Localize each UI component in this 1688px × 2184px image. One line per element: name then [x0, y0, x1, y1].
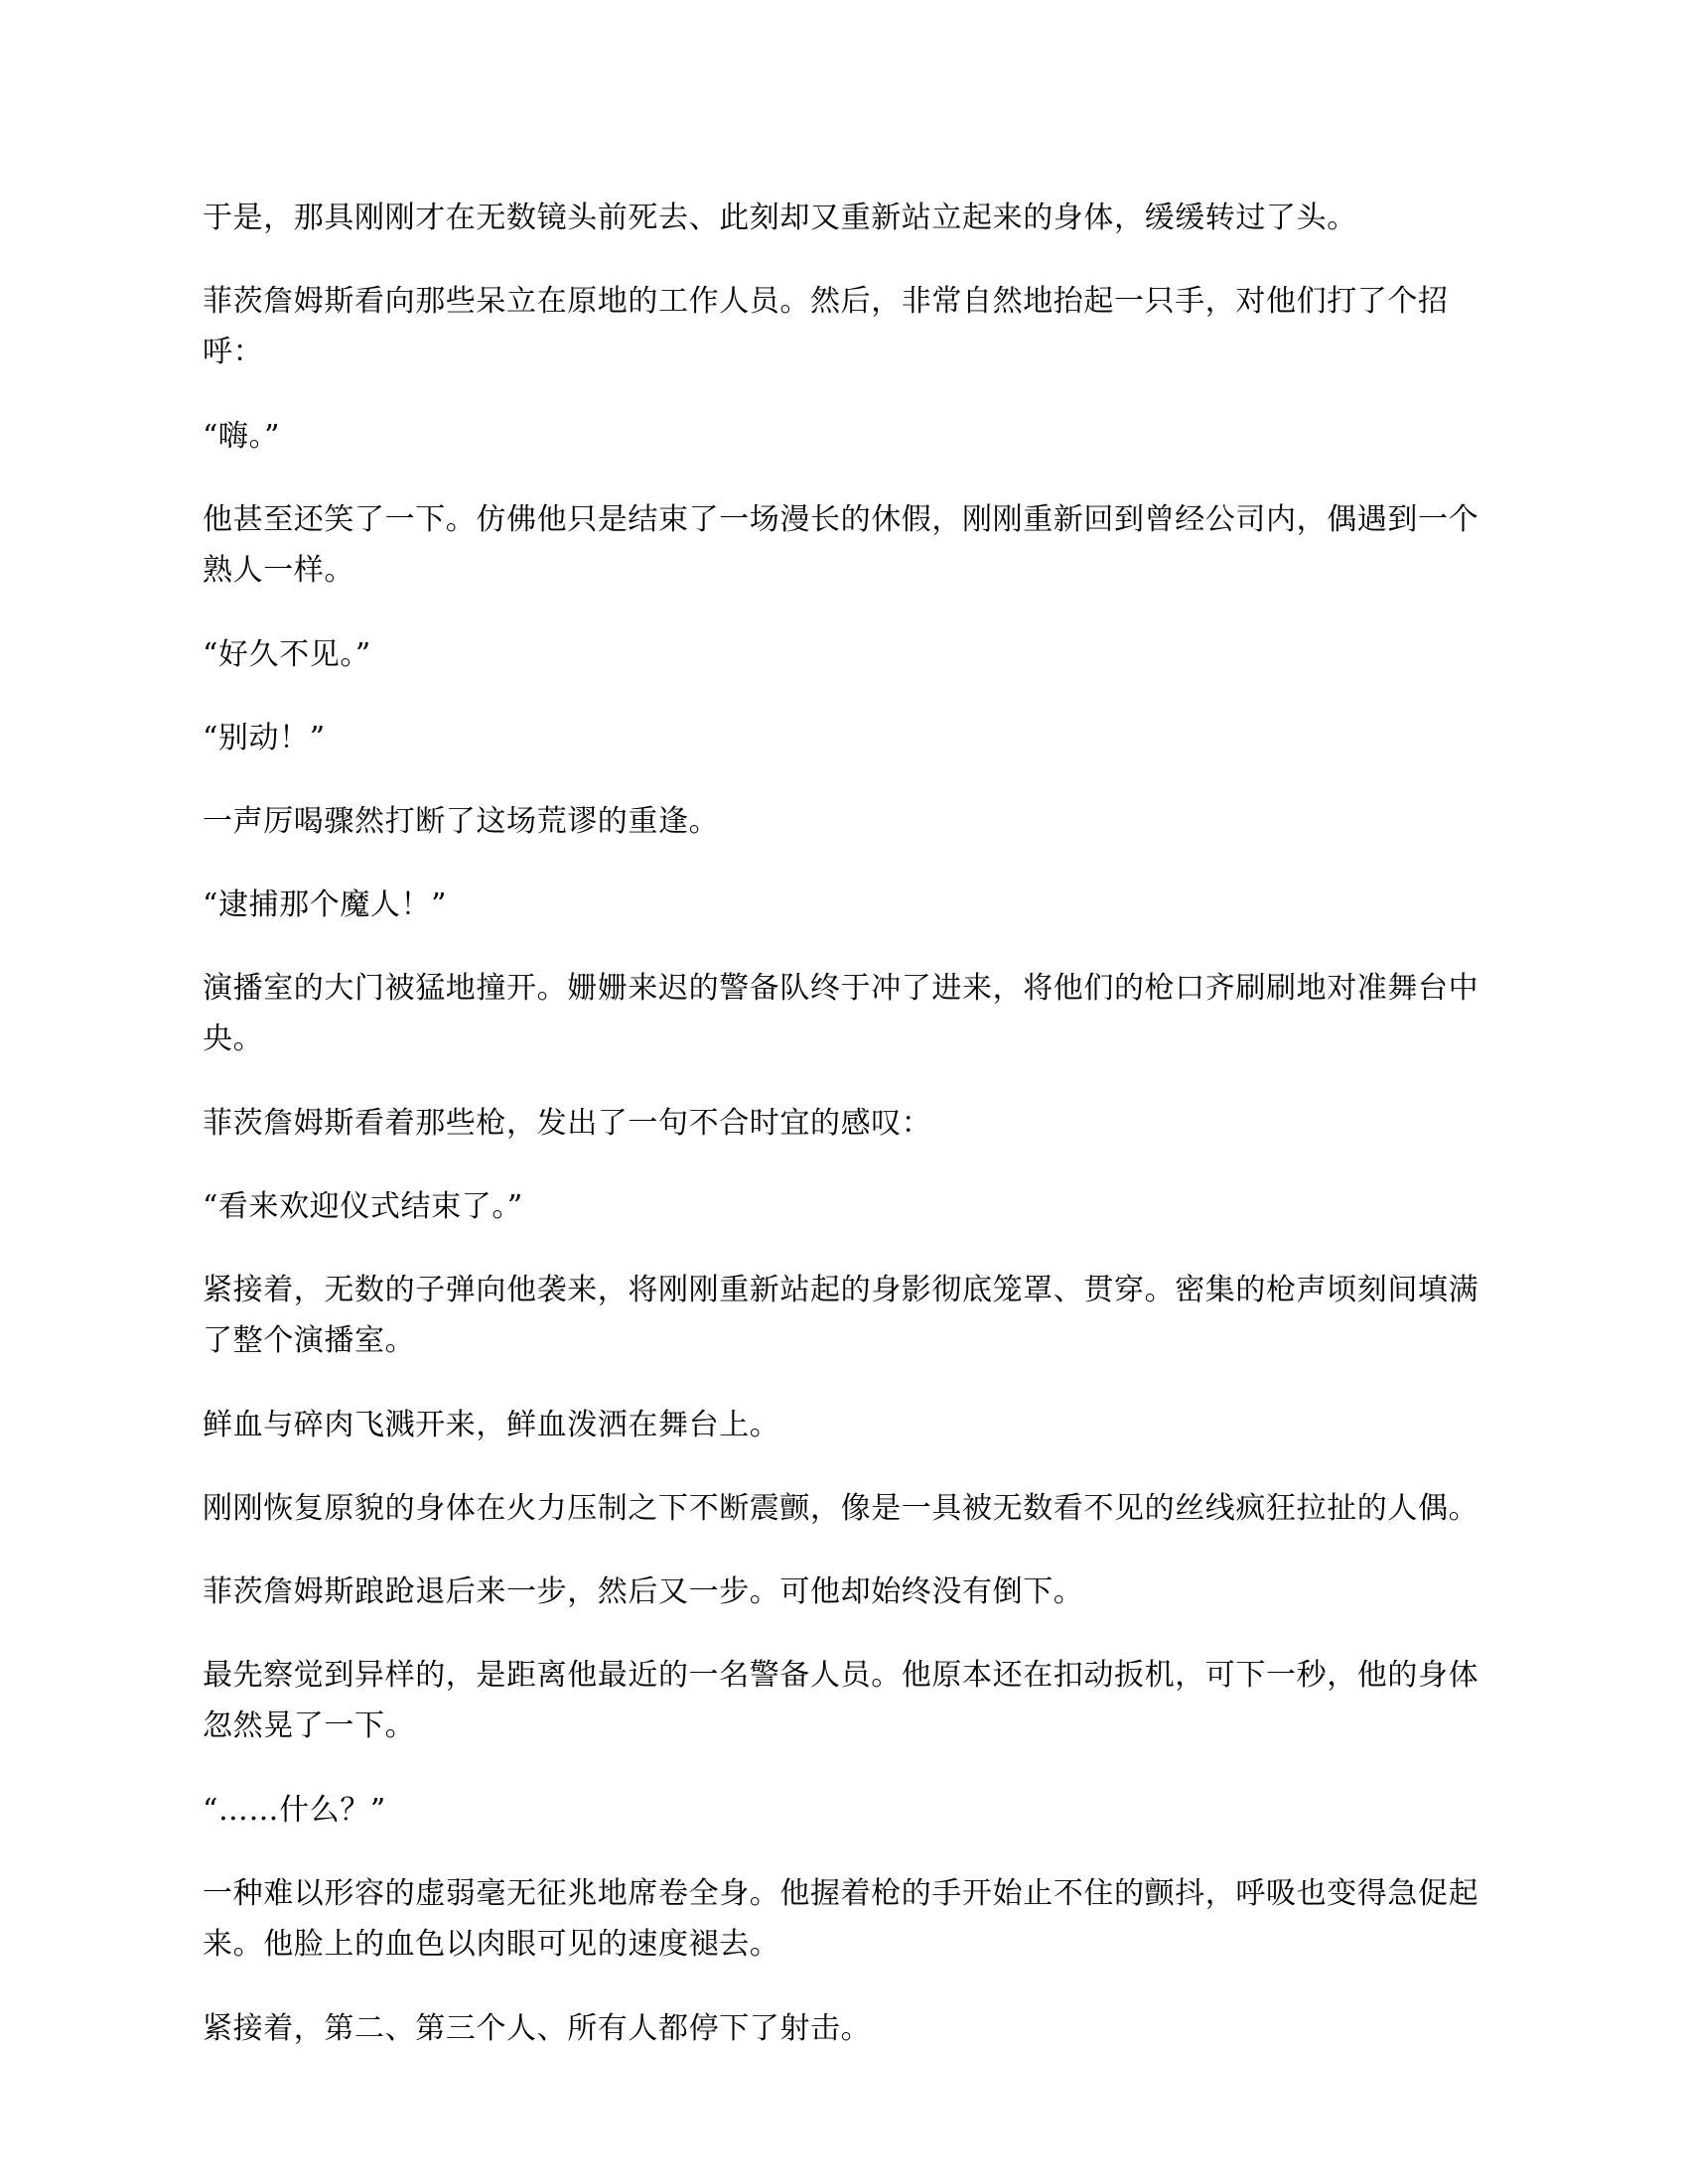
paragraph-6: “别动！” — [203, 721, 326, 755]
paragraph-10: 菲茨詹姆斯看着那些枪，发出了一句不合时宜的感叹： — [203, 1106, 932, 1141]
paragraph-8: “逮捕那个魔人！” — [203, 887, 448, 922]
paragraph-13: 鲜血与碎肉飞溅开来，鲜血泼洒在舞台上。 — [203, 1408, 780, 1442]
paragraph-15: 菲茨詹姆斯踉跄退后来一步，然后又一步。可他却始终没有倒下。 — [203, 1574, 1084, 1609]
paragraph-1: 于是，那具刚刚才在无数镜头前死去、此刻却又重新站立起来的身体，缓缓转过了头。 — [203, 201, 1357, 235]
paragraph-5: “好久不见。” — [203, 637, 371, 672]
paragraph-14: 刚刚恢复原貌的身体在火力压制之下不断震颤，像是一具被无数看不见的丝线疯狂拉扯的人偶。 — [203, 1491, 1479, 1526]
paragraph-12: 紧接着，无数的子弹向他袭来，将刚刚重新站起的身影彻底笼罩、贯穿。密集的枪声顷刻间填满了整个演播室。 — [203, 1273, 1479, 1358]
paragraph-2: 菲茨詹姆斯看向那些呆立在原地的工作人员。然后，非常自然地抬起一只手，对他们打了个招呼： — [203, 284, 1449, 369]
paragraph-4: 他甚至还笑了一下。仿佛他只是结束了一场漫长的休假，刚刚重新回到曾经公司内，偶遇到一个熟人一样。 — [203, 502, 1479, 588]
paragraph-7: 一声厉喝骤然打断了这场荒谬的重逢。 — [203, 804, 720, 839]
paragraph-17: “……什么？” — [203, 1793, 386, 1828]
paragraph-11: “看来欢迎仪式结束了。” — [203, 1189, 523, 1224]
paragraph-18: 一种难以形容的虚弱毫无征兆地席卷全身。他握着枪的手开始止不住的颤抖，呼吸也变得急促起来。他脸上的血色以肉眼可见的速度褪去。 — [203, 1876, 1479, 1962]
paragraph-3: “嗨。” — [203, 419, 281, 454]
paragraph-9: 演播室的大门被猛地撞开。姗姗来迟的警备队终于冲了进来，将他们的枪口齐刷刷地对准舞台中央。 — [203, 971, 1479, 1056]
paragraph-19: 紧接着，第二、第三个人、所有人都停下了射击。 — [203, 2011, 872, 2046]
paragraph-16: 最先察觉到异样的，是距离他最近的一名警备人员。他原本还在扣动扳机，可下一秒，他的身体忽然晃了一下。 — [203, 1658, 1479, 1743]
